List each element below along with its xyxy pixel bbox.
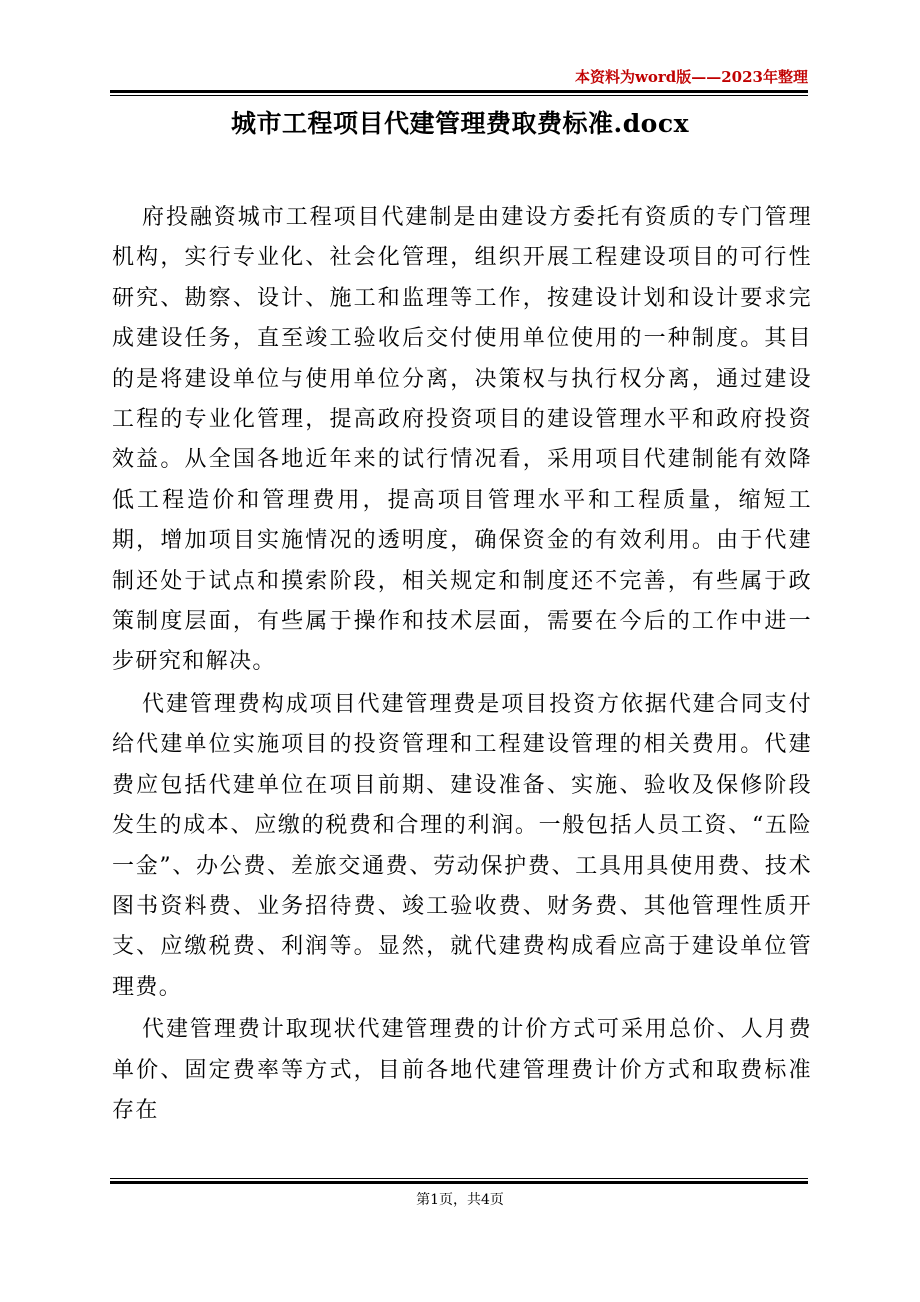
- header-rule-thin: [110, 95, 808, 96]
- paragraph-3: 代建管理费计取现状代建管理费的计价方式可采用总价、人月费单价、固定费率等方式，目前各地代建管理费计价方式和取费标准存在: [112, 1017, 812, 1123]
- page-number: 第1页，共4页: [416, 1192, 504, 1208]
- paragraph-1: 府投融资城市工程项目代建制是由建设方委托有资质的专门管理机构，实行专业化、社会化管理，组织开展工程建设项目的可行性研究、勘察、设计、施工和监理等工作，按建设计划和设计要求完成建设任务，直至竣工验收后交付使用单位使用的一种制度。其目的是将建设单位与使用单位分离，决策权与执行权分离，通过建设工程的专业化管理，提高政府投资项目的建设管理水平和政府投资效益。从全国各地近年来的试行情况看，采用项目代建制能有效降低工程造价和管理费用，提高项目管理水平和工程质量，缩短工期，增加项目实施情况的透明度，确保资金的有效利用。由于代建制还处于试点和摸索阶段，相关规定和制度还不完善，有些属于政策制度层面，有些属于操作和技术层面，需要在今后的工作中进一步研究和解决。: [112, 205, 812, 675]
- document-body: [112, 198, 812, 1131]
- paragraph-2: 代建管理费构成项目代建管理费是项目投资方依据代建合同支付给代建单位实施项目的投资管理和工程建设管理的相关费用。代建费应包括代建单位在项目前期、建设准备、实施、验收及保修阶段发生的成本、应缴的税费和合理的利润。一般包括人员工资、“五险一金”、办公费、差旅交通费、劳动保护费、工具用具使用费、技术图书资料费、业务招待费、竣工验收费、财务费、其他管理性质开支、应缴税费、利润等。显然，就代建费构成看应高于建设单位管理费。: [112, 691, 812, 1000]
- footer-rule-thin: [110, 1178, 808, 1179]
- footer-rule-thick: [110, 1181, 808, 1184]
- document-title: 城市工程项目代建管理费取费标准.docx: [231, 109, 689, 138]
- header-rule-thick: [110, 90, 808, 93]
- header-note: 本资料为word版——2023年整理: [574, 68, 808, 86]
